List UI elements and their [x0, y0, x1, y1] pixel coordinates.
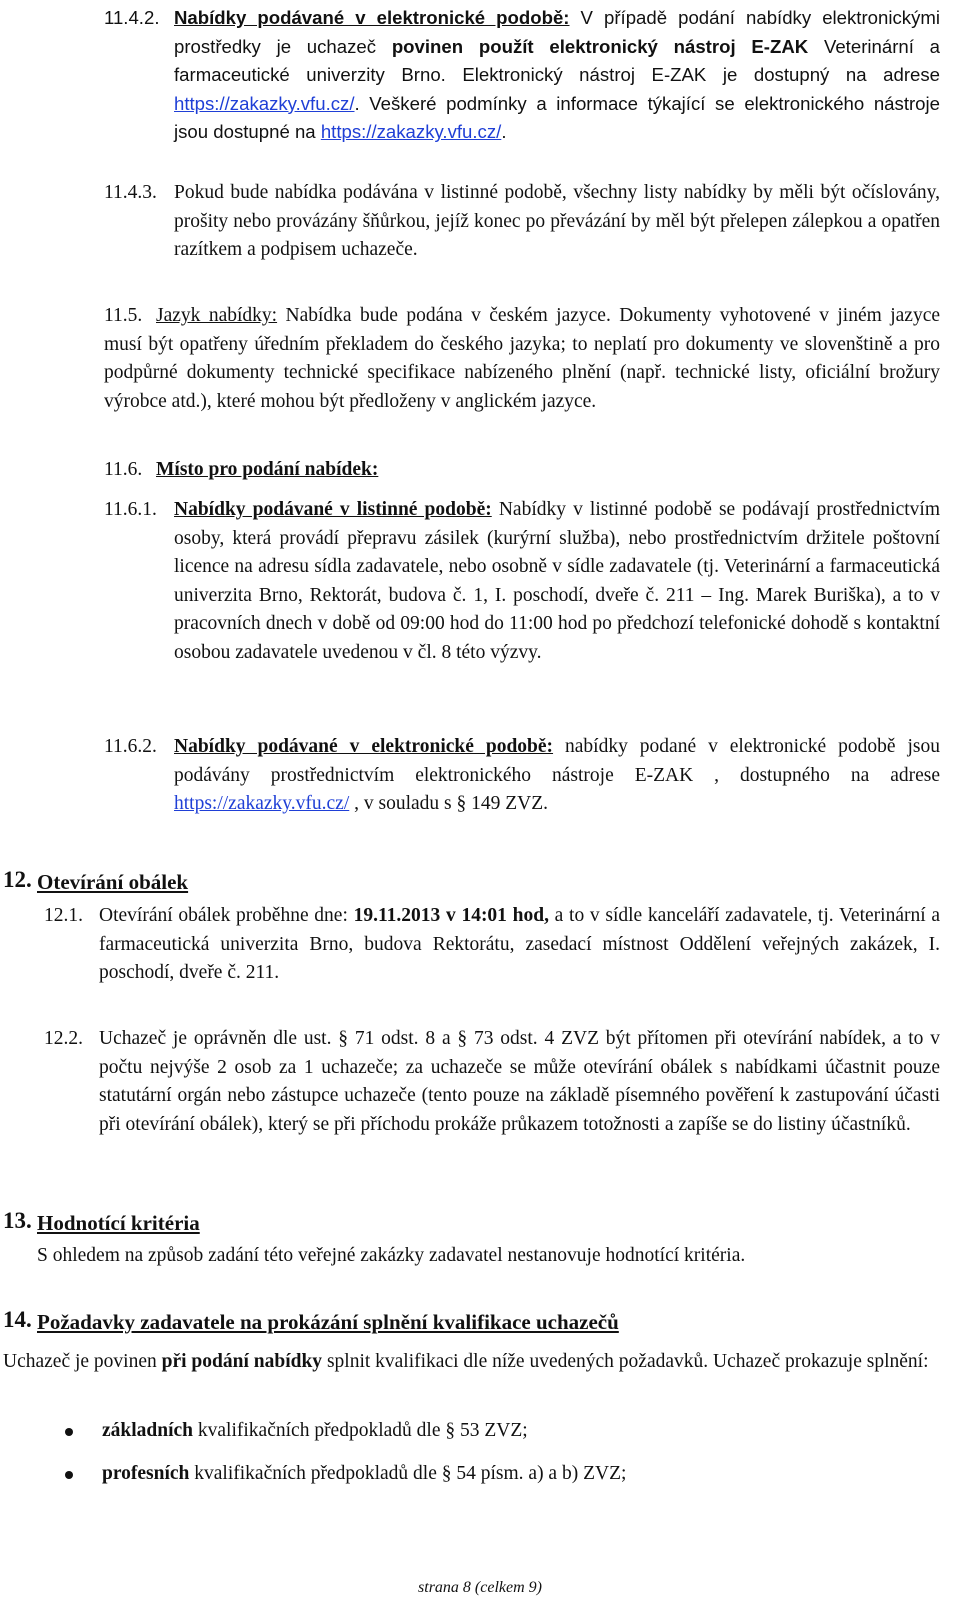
paragraph-11-4-3: Pokud bude nabídka podávána v listinné podobě, všechny listy nabídky by měli být očíslovány, prošity nebo provázány šňůrkou, jejíž konec po převázání by měl být přelepen zálepkou a opatřen razítkem a podpisem uchazeče.	[174, 182, 940, 261]
paragraph-number: 12.2.	[44, 1028, 83, 1049]
paragraph-11-6-1	[174, 496, 940, 668]
section-title: Hodnotící kritéria	[37, 1211, 200, 1235]
bold-text: při podání nabídky	[161, 1351, 323, 1372]
text: . Veškeré podmínky a informace týkající se elektronického nástroje jsou dostupné na	[174, 92, 940, 143]
paragraph-number: 11.6.2.	[104, 736, 157, 757]
bullet-icon	[65, 1428, 73, 1436]
text: nabídky podané v elektronické podobě jsou podávány prostřednictvím elektronického nástroje E-ZAK , dostupného na adrese	[174, 736, 940, 786]
text: , v souladu s § 149 ZVZ.	[349, 793, 549, 815]
section-number: 13.	[3, 1208, 32, 1233]
paragraph-13: S ohledem na způsob zadání této veřejné zakázky zadavatel nestanovuje hodnotící kritéria.	[37, 1245, 746, 1266]
text: Nabídky v listinné podobě se podávají prostřednictvím osoby, která provádí přepravu zásilek (kurýrní služba), nebo prostřednictvím držitele poštovní licence na adresu sídla zadavatele, nebo osobně v sídle zadavatele (tj. Veterinární a farmaceutická univerzita Brno, Rektorát, budova č. 1, I. poschodí, dveře č. 211 – Ing. Marek Buriška), a to v pracovních dnech v době od 09:00 hod do 11:00 hod po předchozí telefonické dohodě s kontaktní osobou zadavatele uvedenou v čl. 8 této výzvy.	[174, 499, 940, 663]
paragraph-title: Nabídky podávané v elektronické podobě:	[174, 736, 554, 757]
paragraph-14	[3, 1348, 940, 1377]
list-item	[102, 1417, 528, 1446]
text: a to v sídle kanceláří zadavatele, tj. Veterinární a farmaceutická univerzita Brno, budova Rektorátu, zasedací místnost Oddělení veřejných zakázek, I. poschodí, dveře č. 211.	[99, 905, 940, 984]
bullet-icon	[65, 1471, 73, 1479]
text: V případě podání nabídky elektronickými prostředky je uchazeč	[174, 7, 940, 57]
ezak-link[interactable]: https://zakazky.vfu.cz/	[174, 793, 350, 815]
paragraph-number: 11.4.2.	[104, 7, 160, 28]
text: .	[501, 121, 507, 143]
text: kvalifikačních předpokladů dle § 53 ZVZ;	[193, 1420, 528, 1441]
paragraph-number: 12.1.	[44, 905, 83, 926]
bold-text: profesních	[102, 1463, 190, 1484]
paragraph-number: 11.6.	[104, 459, 143, 480]
text: splnit kvalifikaci dle níže uvedených požadavků. Uchazeč prokazuje splnění:	[322, 1351, 929, 1372]
bold-text: povinen použít elektronický nástroj E-ZAK	[391, 35, 809, 57]
section-number: 12.	[3, 867, 32, 892]
section-number: 14.	[3, 1307, 32, 1332]
paragraph-title: Místo pro podání nabídek:	[156, 459, 379, 480]
paragraph-title: Nabídky podávané v elektronické podobě:	[174, 7, 570, 28]
paragraph-11-5	[104, 302, 940, 416]
paragraph-number: 11.4.3.	[104, 182, 157, 203]
text: Veterinární a farmaceutické univerzity Brno. Elektronický nástroj E-ZAK je dostupný na adrese	[174, 35, 940, 86]
paragraph-12-1	[99, 902, 940, 988]
bold-text: základních	[102, 1420, 194, 1441]
text: kvalifikačních předpokladů dle § 54 písm. a) a b) ZVZ;	[189, 1463, 627, 1484]
paragraph-title: Jazyk nabídky:	[156, 305, 278, 326]
paragraph-number: 11.5.	[104, 305, 143, 326]
section-title: Požadavky zadavatele na prokázání splnění kvalifikace uchazečů	[37, 1310, 619, 1334]
paragraph-12-2: Uchazeč je oprávněn dle ust. § 71 odst. 8 a § 73 odst. 4 ZVZ být přítomen při otevírání nabídek, a to v počtu nejvýše 2 osob za 1 uchazeče; za uchazeče se může otevírání obálek s nabídkami účastnit pouze statutární orgán nebo zástupce uchazeče (tento pouze na základě písemného pověření k zastupování účasti při otevírání obálek), který se při příchodu prokáže průkazem totožnosti a zapíše se do listiny účastníků.	[99, 1028, 940, 1135]
ezak-link[interactable]: https://zakazky.vfu.cz/	[174, 92, 355, 114]
paragraph-11-6-2	[174, 733, 940, 819]
text: Otevírání obálek proběhne dne:	[99, 905, 354, 926]
paragraph-title: Nabídky podávané v listinné podobě:	[174, 499, 492, 520]
list-item	[102, 1460, 626, 1489]
section-title: Otevírání obálek	[37, 870, 189, 894]
ezak-link[interactable]: https://zakazky.vfu.cz/	[320, 121, 502, 143]
text: Nabídka bude podána v českém jazyce. Dokumenty vyhotovené v jiném jazyce musí být opatřeny úředním překladem do českého jazyka; to neplatí pro dokumenty ve slovenštině a pro podpůrné dokumenty technické specifikace nabízeného plnění (např. technické listy, oficiální brožury výrobce atd.), které mohou být předloženy v anglickém jazyce.	[104, 305, 941, 412]
paragraph-11-4-2	[174, 4, 940, 147]
paragraph-number: 11.6.1.	[104, 499, 157, 520]
page-footer: strana 8 (celkem 9)	[418, 1579, 542, 1596]
text: Uchazeč je povinen	[3, 1351, 162, 1372]
bold-text: 19.11.2013 v 14:01 hod,	[353, 905, 549, 926]
